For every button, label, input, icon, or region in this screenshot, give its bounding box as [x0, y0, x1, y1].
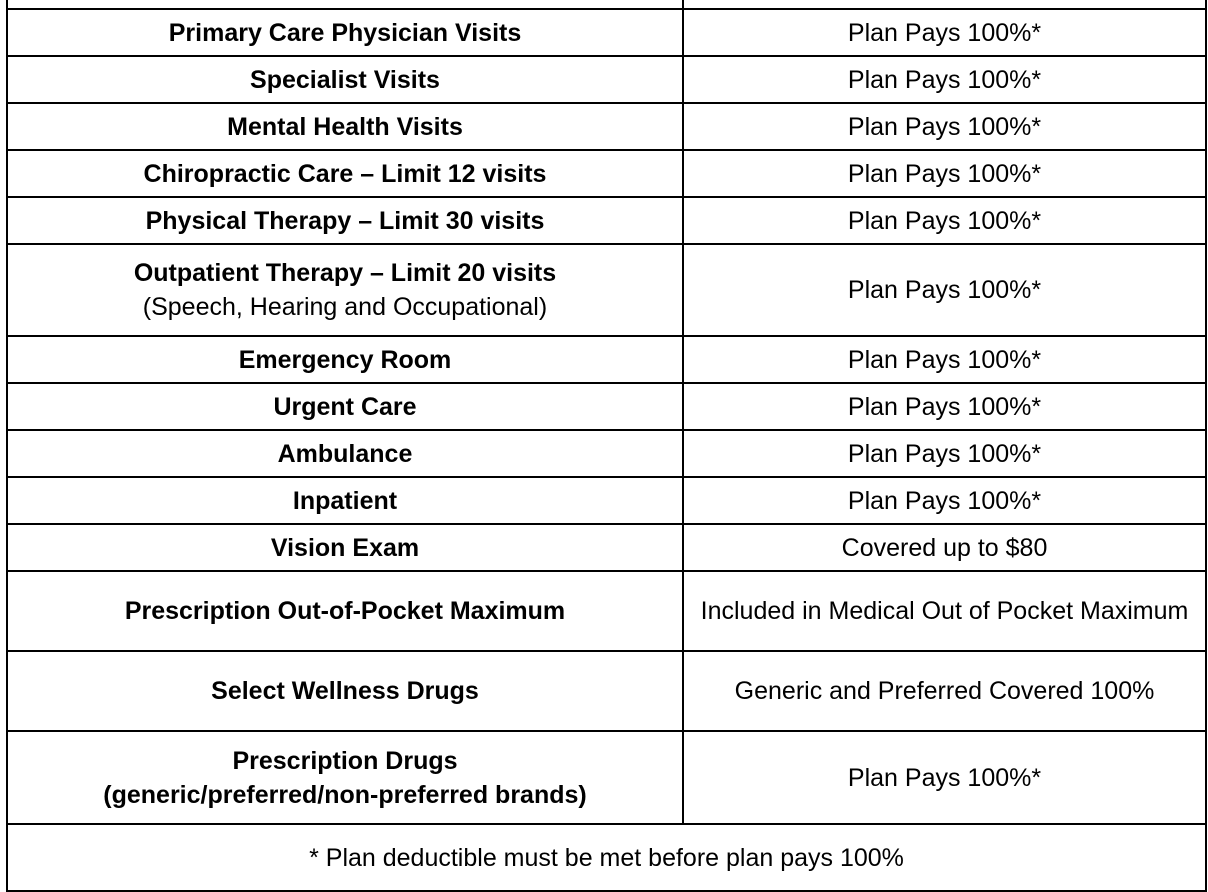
coverage-value: Covered up to $80	[841, 533, 1048, 562]
coverage-value: Plan Pays 100%*	[847, 276, 1042, 304]
benefit-cell	[7, 731, 683, 824]
benefit-label: Urgent Care	[273, 392, 417, 421]
benefit-label: Inpatient	[292, 486, 398, 515]
benefit-label: Emergency Room	[238, 345, 452, 374]
benefit-sublabel: (generic/preferred/non-preferred brands)	[103, 780, 587, 809]
coverage-cell	[683, 651, 1206, 731]
benefit-cell	[7, 9, 683, 56]
coverage-cell	[683, 9, 1206, 56]
benefit-cell	[7, 103, 683, 150]
coverage-cell	[683, 197, 1206, 244]
benefit-cell	[7, 430, 683, 477]
benefit-cell	[7, 56, 683, 103]
benefit-label: Primary Care Physician Visits	[168, 18, 522, 47]
benefit-cell	[7, 150, 683, 197]
benefit-sublabel: (Speech, Hearing and Occupational)	[142, 293, 548, 321]
benefit-cell	[7, 524, 683, 571]
coverage-cell	[683, 336, 1206, 383]
footnote-row	[7, 824, 1206, 891]
table-row-cutoff	[7, 0, 1206, 9]
benefit-label: Ambulance	[277, 439, 413, 468]
coverage-value: Plan Pays 100%*	[847, 18, 1042, 47]
benefit-label: Mental Health Visits	[227, 112, 463, 141]
coverage-cell	[683, 524, 1206, 571]
coverage-cell	[683, 0, 1206, 9]
coverage-value: Plan Pays 100%*	[847, 392, 1042, 421]
coverage-value: Plan Pays 100%*	[847, 439, 1042, 468]
table-row	[7, 731, 1206, 824]
coverage-cell	[683, 244, 1206, 336]
benefit-label: Physical Therapy – Limit 30 visits	[145, 206, 545, 235]
coverage-value: Plan Pays 100%*	[847, 763, 1042, 792]
benefit-label: Vision Exam	[270, 533, 420, 562]
table-row	[7, 244, 1206, 336]
table-row	[7, 430, 1206, 477]
benefit-label: Chiropractic Care – Limit 12 visits	[143, 159, 547, 188]
coverage-value: Plan Pays 100%*	[847, 206, 1042, 235]
coverage-cell	[683, 477, 1206, 524]
benefit-cell	[7, 0, 683, 9]
benefit-cell	[7, 336, 683, 383]
table-row	[7, 197, 1206, 244]
table-row	[7, 477, 1206, 524]
table-row	[7, 524, 1206, 571]
table-row	[7, 383, 1206, 430]
benefits-table	[6, 0, 1207, 892]
benefit-label: Prescription Drugs	[232, 746, 458, 775]
footnote-cell	[7, 824, 1206, 891]
footnote-text: * Plan deductible must be met before plan pays 100%	[309, 843, 904, 872]
benefit-label: Prescription Out-of-Pocket Maximum	[124, 597, 566, 625]
benefit-cell	[7, 477, 683, 524]
benefit-cell	[7, 651, 683, 731]
coverage-cell	[683, 383, 1206, 430]
coverage-value: Plan Pays 100%*	[847, 112, 1042, 141]
benefit-cell	[7, 244, 683, 336]
table-row	[7, 56, 1206, 103]
coverage-value: Plan Pays 100%*	[847, 486, 1042, 515]
coverage-cell	[683, 731, 1206, 824]
benefit-label: Outpatient Therapy – Limit 20 visits	[133, 259, 557, 287]
table-row	[7, 336, 1206, 383]
benefit-cell	[7, 383, 683, 430]
coverage-cell	[683, 150, 1206, 197]
table-row	[7, 651, 1206, 731]
coverage-value: Generic and Preferred Covered 100%	[734, 677, 1155, 705]
benefit-cell	[7, 197, 683, 244]
coverage-value: Plan Pays 100%*	[847, 345, 1042, 374]
table-row	[7, 103, 1206, 150]
benefit-label: Select Wellness Drugs	[211, 677, 479, 705]
table-row	[7, 9, 1206, 56]
coverage-cell	[683, 571, 1206, 651]
table-row	[7, 150, 1206, 197]
coverage-value: Plan Pays 100%*	[847, 65, 1042, 94]
coverage-cell	[683, 430, 1206, 477]
coverage-value: Plan Pays 100%*	[847, 159, 1042, 188]
table-row	[7, 571, 1206, 651]
benefit-cell	[7, 571, 683, 651]
coverage-value: Included in Medical Out of Pocket Maximum	[700, 597, 1189, 625]
benefit-label: Specialist Visits	[250, 65, 440, 94]
coverage-cell	[683, 103, 1206, 150]
coverage-cell	[683, 56, 1206, 103]
